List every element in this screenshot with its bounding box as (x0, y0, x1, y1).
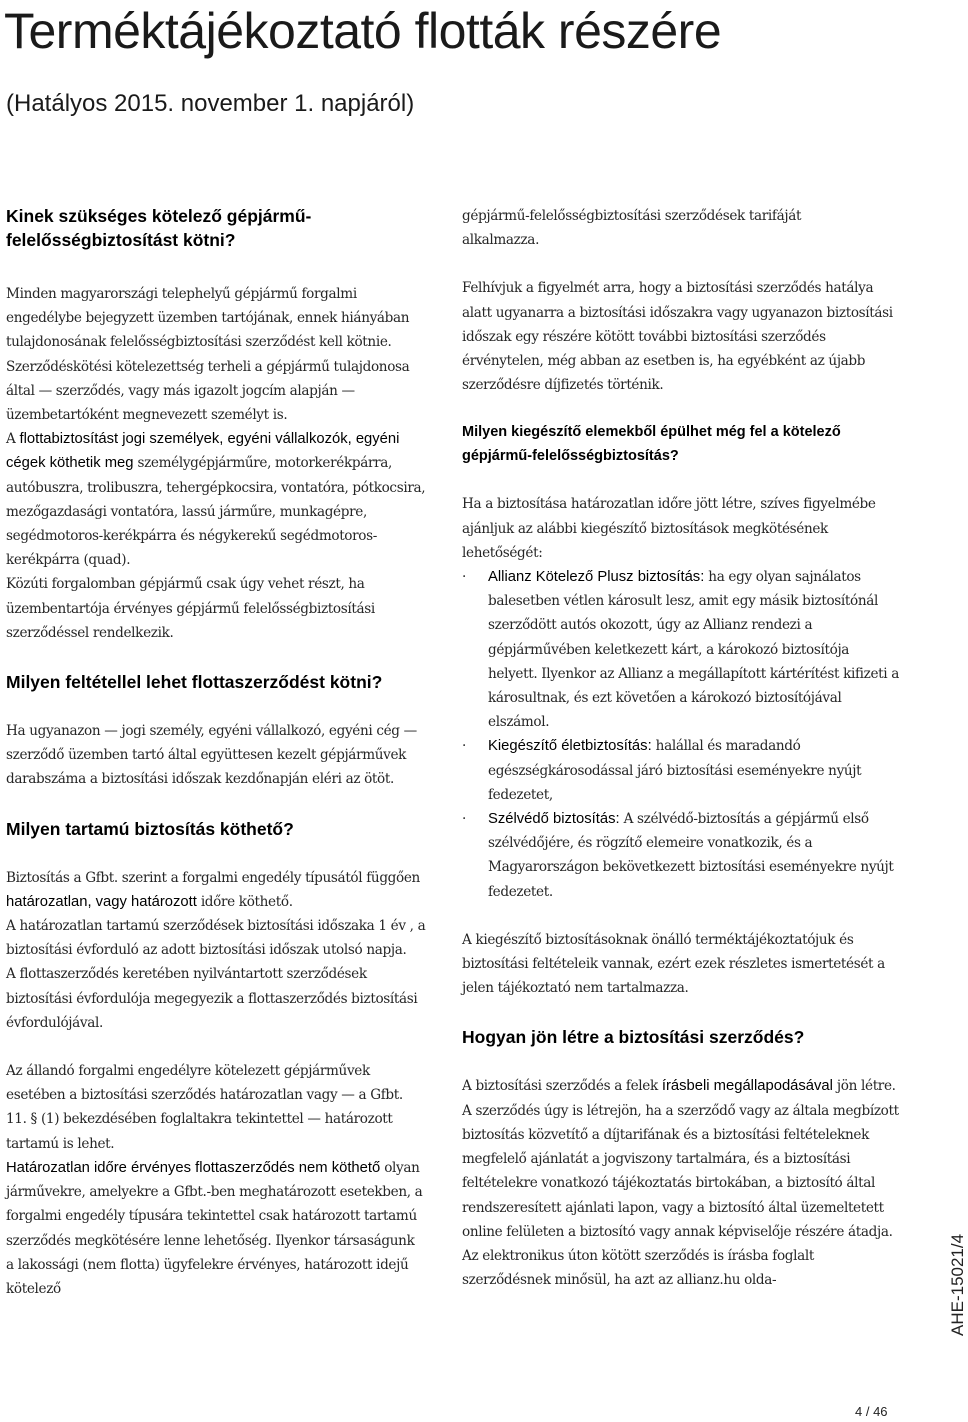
paragraph: Közúti forgalomban gépjármű csak úgy vehet részt, ha üzembentartója érvényes gépjármű felelősségbiztosítási szerződéssel rendelkezik. (6, 576, 375, 641)
paragraph: Ha ugyanazon — jogi személy, egyéni vállalkozó, egyéni cég — szerződő üzemben tartó által együttesen kezelt gépjárművek darabszáma a biztosítási időszak kezdőnapján eléri az ötöt. (6, 723, 417, 788)
document-subtitle: (Hatályos 2015. november 1. napjáról) (6, 90, 415, 117)
question-heading: Kinek szükséges kötelező gépjármű-felelősségbiztosítást kötni? (6, 206, 312, 250)
question-heading: Hogyan jön létre a biztosítási szerződés? (462, 1027, 805, 1048)
list-item: · Kiegészítő életbiztosítás: halállal és maradandó egészségkárosodással járó biztosítási eseményekre nyújt fedezetet, (462, 738, 862, 803)
list-item: · Allianz Kötelező Plusz biztosítás: ha egy olyan sajnálatos balesetben vétlen károsult lesz, amit egy másik biztosítónál szerződött autós okozott, úgy az Allianz rendezi a gépjárművében keletkezett kárt, a károkozó biztosítója helyett. Ilyenkor az Allianz a megállapított kártérítést kifizeti a károsultnak, és ezt követően a károkozó biztosítójával elszámol. (462, 569, 899, 731)
left-column (6, 204, 426, 1301)
document-id: AHE-15021/4 (948, 1233, 967, 1336)
page-number: 4 / 46 (855, 1404, 888, 1419)
paragraph: A flottaszerződés keretében nyilvántartott szerződések biztosítási évfordulója megegyezik a flottaszerződés biztosítási évfordulójával. (6, 966, 418, 1031)
paragraph: A határozatlan tartamú szerződések biztosítási időszaka 1 év , a biztosítási évforduló az adott biztosítási időszak utolsó napja. (6, 918, 426, 959)
paragraph: Az állandó forgalmi engedélyre kötelezett gépjárművek esetében a biztosítási szerződés határozatlan vagy — a Gfbt. 11. § (1) bekezdésében foglaltakra tekintettel — határozott tartamú is lehet. (6, 1063, 403, 1152)
bold-phrase: határozatlan, vagy határozott (6, 893, 197, 910)
paragraph: Minden magyarországi telephelyű gépjármű forgalmi engedélybe bejegyzett üzemben tartójának, ennek hiányában tulajdonosának felelősségbiztosítási szerződést kell kötnie. Szerződéskötési kötelezettség terheli a gépjármű tulajdonosa által — szerződés, vagy más igazolt jogcím alapján — üzembetartóként megnevezett személyt is. (6, 286, 410, 424)
paragraph: Ha a biztosítása határozatlan időre jött létre, szíves figyelmébe ajánljuk az alábbi kiegészítő biztosítások megkötésének lehetőségét: (462, 496, 876, 561)
paragraph: A kiegészítő biztosításoknak önálló terméktájékoztatójuk és biztosítási feltételeik vannak, ezért ezek részletes ismertetését a jelen tájékoztató nem tartalmazza. (462, 931, 885, 997)
question-heading: Milyen kiegészítő elemekből épülhet még fel a kötelező gépjármű-felelősségbiztosítás? (462, 424, 841, 464)
paragraph: gépjármű-felelősségbiztosítási szerződések tarifáját alkalmazza. (462, 208, 802, 249)
document-title: Terméktájékoztató flották részére (4, 3, 722, 59)
right-column (462, 204, 902, 1292)
paragraph: A flottabiztosítást jogi személyek, egyéni vállalkozók, egyéni cégek köthetik meg személygépjárműre, motorkerékpárra, autóbuszra, trolibuszra, tehergépkocsira, vontatóra, pótkocsira, mezőgazdasági vontatóra, lassú járműre, munkagépre, segédmotoros-kerékpárra és négykerekű segédmotoros-kerékpárra (quad). (6, 431, 426, 569)
supplementary-insurance-list (462, 565, 902, 904)
list-item: · Szélvédő biztosítás: A szélvédő-biztosítás a gépjármű első szélvédőjére, és rögzítő elemeire vonatkozik, és a Magyarországon bekövetkezett biztosítási eseményekre nyújt fedezetet. (462, 811, 894, 900)
question-heading: Milyen tartamú biztosítás köthető? (6, 818, 294, 839)
paragraph: A szerződés úgy is létrejön, ha a szerződő vagy az általa megbízott biztosítás közvetítő a díjtarifának és a biztosítási feltételeknek megfelelő ajánlatát a jogviszony tartalmára, és a biztosítási feltételekre vonatkozó tájékoztatás birtokában, a biztosító által rendszeresített ajánlati lapon, vagy a biztosító által üzemeltetett online felületen a biztosító vagy annak képviselője részére átadja. Az elektronikus úton kötött szerződés is írásba foglalt szerződésnek minősül, ha azt az allianz.hu olda- (462, 1102, 899, 1289)
bold-phrase: írásbeli megállapodásával (661, 1078, 833, 1095)
bold-phrase: Kiegészítő életbiztosítás: (488, 738, 652, 755)
bold-phrase: Határozatlan időre érvényes flottaszerződés nem köthető (6, 1159, 381, 1176)
bold-phrase: flottabiztosítást jogi személyek, egyéni vállalkozók, egyéni cégek köthetik meg (6, 431, 400, 472)
paragraph: Biztosítás a Gfbt. szerint a forgalmi engedély típusától függően határozatlan, vagy határozott időre köthető. (6, 869, 420, 910)
question-heading: Milyen feltétellel lehet flottaszerződést kötni? (6, 672, 383, 693)
paragraph: Felhívjuk a figyelmét arra, hogy a biztosítási szerződés hatálya alatt ugyanarra a biztosítási időszakra vagy ugyanazon biztosítási időszak egy részére kötött további biztosítási szerződés érvénytelen, még abban az esetben is, ha egyébként az újabb szerződésre díjfizetés történik. (462, 280, 893, 394)
paragraph: Határozatlan időre érvényes flottaszerződés nem köthető olyan járművekre, amelyekre a Gfbt.-ben meghatározott esetekben, a forgalmi engedély típusára tekintettel csak határozott tartamú szerződés megkötésére lenne lehetőség. Ilyenkor társaságunk a lakossági (nem flotta) ügyfelekre érvényes, határozott idejű kötelező (6, 1159, 423, 1297)
bold-phrase: Szélvédő biztosítás: (488, 811, 620, 828)
bold-phrase: Allianz Kötelező Plusz biztosítás: (488, 569, 705, 586)
paragraph: A biztosítási szerződés a felek írásbeli megállapodásával jön létre. (462, 1078, 896, 1095)
